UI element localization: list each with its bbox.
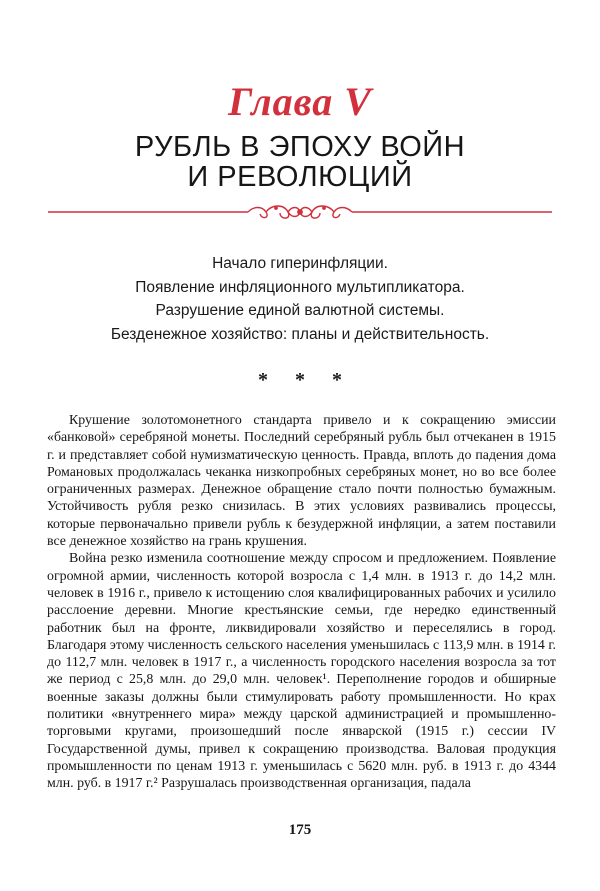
chapter-title	[0, 132, 600, 192]
chapter-label: Глава V	[228, 79, 372, 124]
subtopic-line: Начало гиперинфляции.	[212, 255, 388, 272]
section-separator: * * *	[258, 369, 342, 391]
page-number: 175	[288, 822, 312, 838]
chapter-title-line-2: И РЕВОЛЮЦИЙ	[187, 161, 413, 193]
subtopic-line: Безденежное хозяйство: планы и действительность.	[110, 325, 490, 343]
subtopic-line: Появление инфляционного мультипликатора.	[135, 278, 465, 296]
subtopic-line: Разрушение единой валютной системы.	[155, 302, 445, 319]
body-text	[47, 412, 556, 793]
chapter-subtopics	[0, 252, 600, 346]
ornament-scroll-icon	[248, 206, 352, 218]
paragraph: Война резко изменила соотношение между спросом и предложением. Появление огромной армии, численность которой возросла с 1,4 млн. в 1913 г. до 14,2 млн. человек в 1916 г., привело к истощению слоя квалифицированных рабочих и усилило расслоение деревни. Многие крестьянские семьи, где нередко единственный работник был на фронте, ликвидировали хозяйство и переселялись в город. Благодаря этому численность сельского населения уменьшилась с 113,9 млн. в 1914 г. до 112,7 млн. человек в 1917 г., а численность городского населения возросла за тот же период с 25,8 млн. до 29,0 млн. человек¹. Переполнение городов и обширные военные заказы должны были стимулировать работу промышленности. Но крах политики «внутреннего мира» между царской администрацией и промышленно-торговыми кругами, произошедший после январской (1915 г.) сессии IV Государственной думы, привел к сокращению производства. Валовая продукция промышленности по ценам 1913 г. уменьшилась с 5620 млн. руб. в 1913 г. до 4344 млн. руб. в 1917 г.² Разрушалась производственная организация, падала	[47, 551, 556, 792]
chapter-title-line-1: РУБЛЬ В ЭПОХУ ВОЙН	[134, 131, 466, 163]
paragraph: Крушение золотомонетного стандарта привело и к сокращению эмиссии «банковой» серебряной монеты. Последний серебряный рубль был отчеканен в 1915 г. и представляет собой нумизматическую ценность. Правда, вплоть до падения дома Романовых продолжалась чеканка низкопробных серебряных монет, но во все более ограниченных размерах. Денежное обращение стало почти полностью бумажным. Устойчивость рубля резко снизилась. В этих условиях развивались процессы, которые первоначально привели рубль к безудержной инфляции, а затем поставили все денежное хозяйство на грань крушения.	[47, 413, 556, 550]
decorative-divider	[48, 200, 552, 224]
